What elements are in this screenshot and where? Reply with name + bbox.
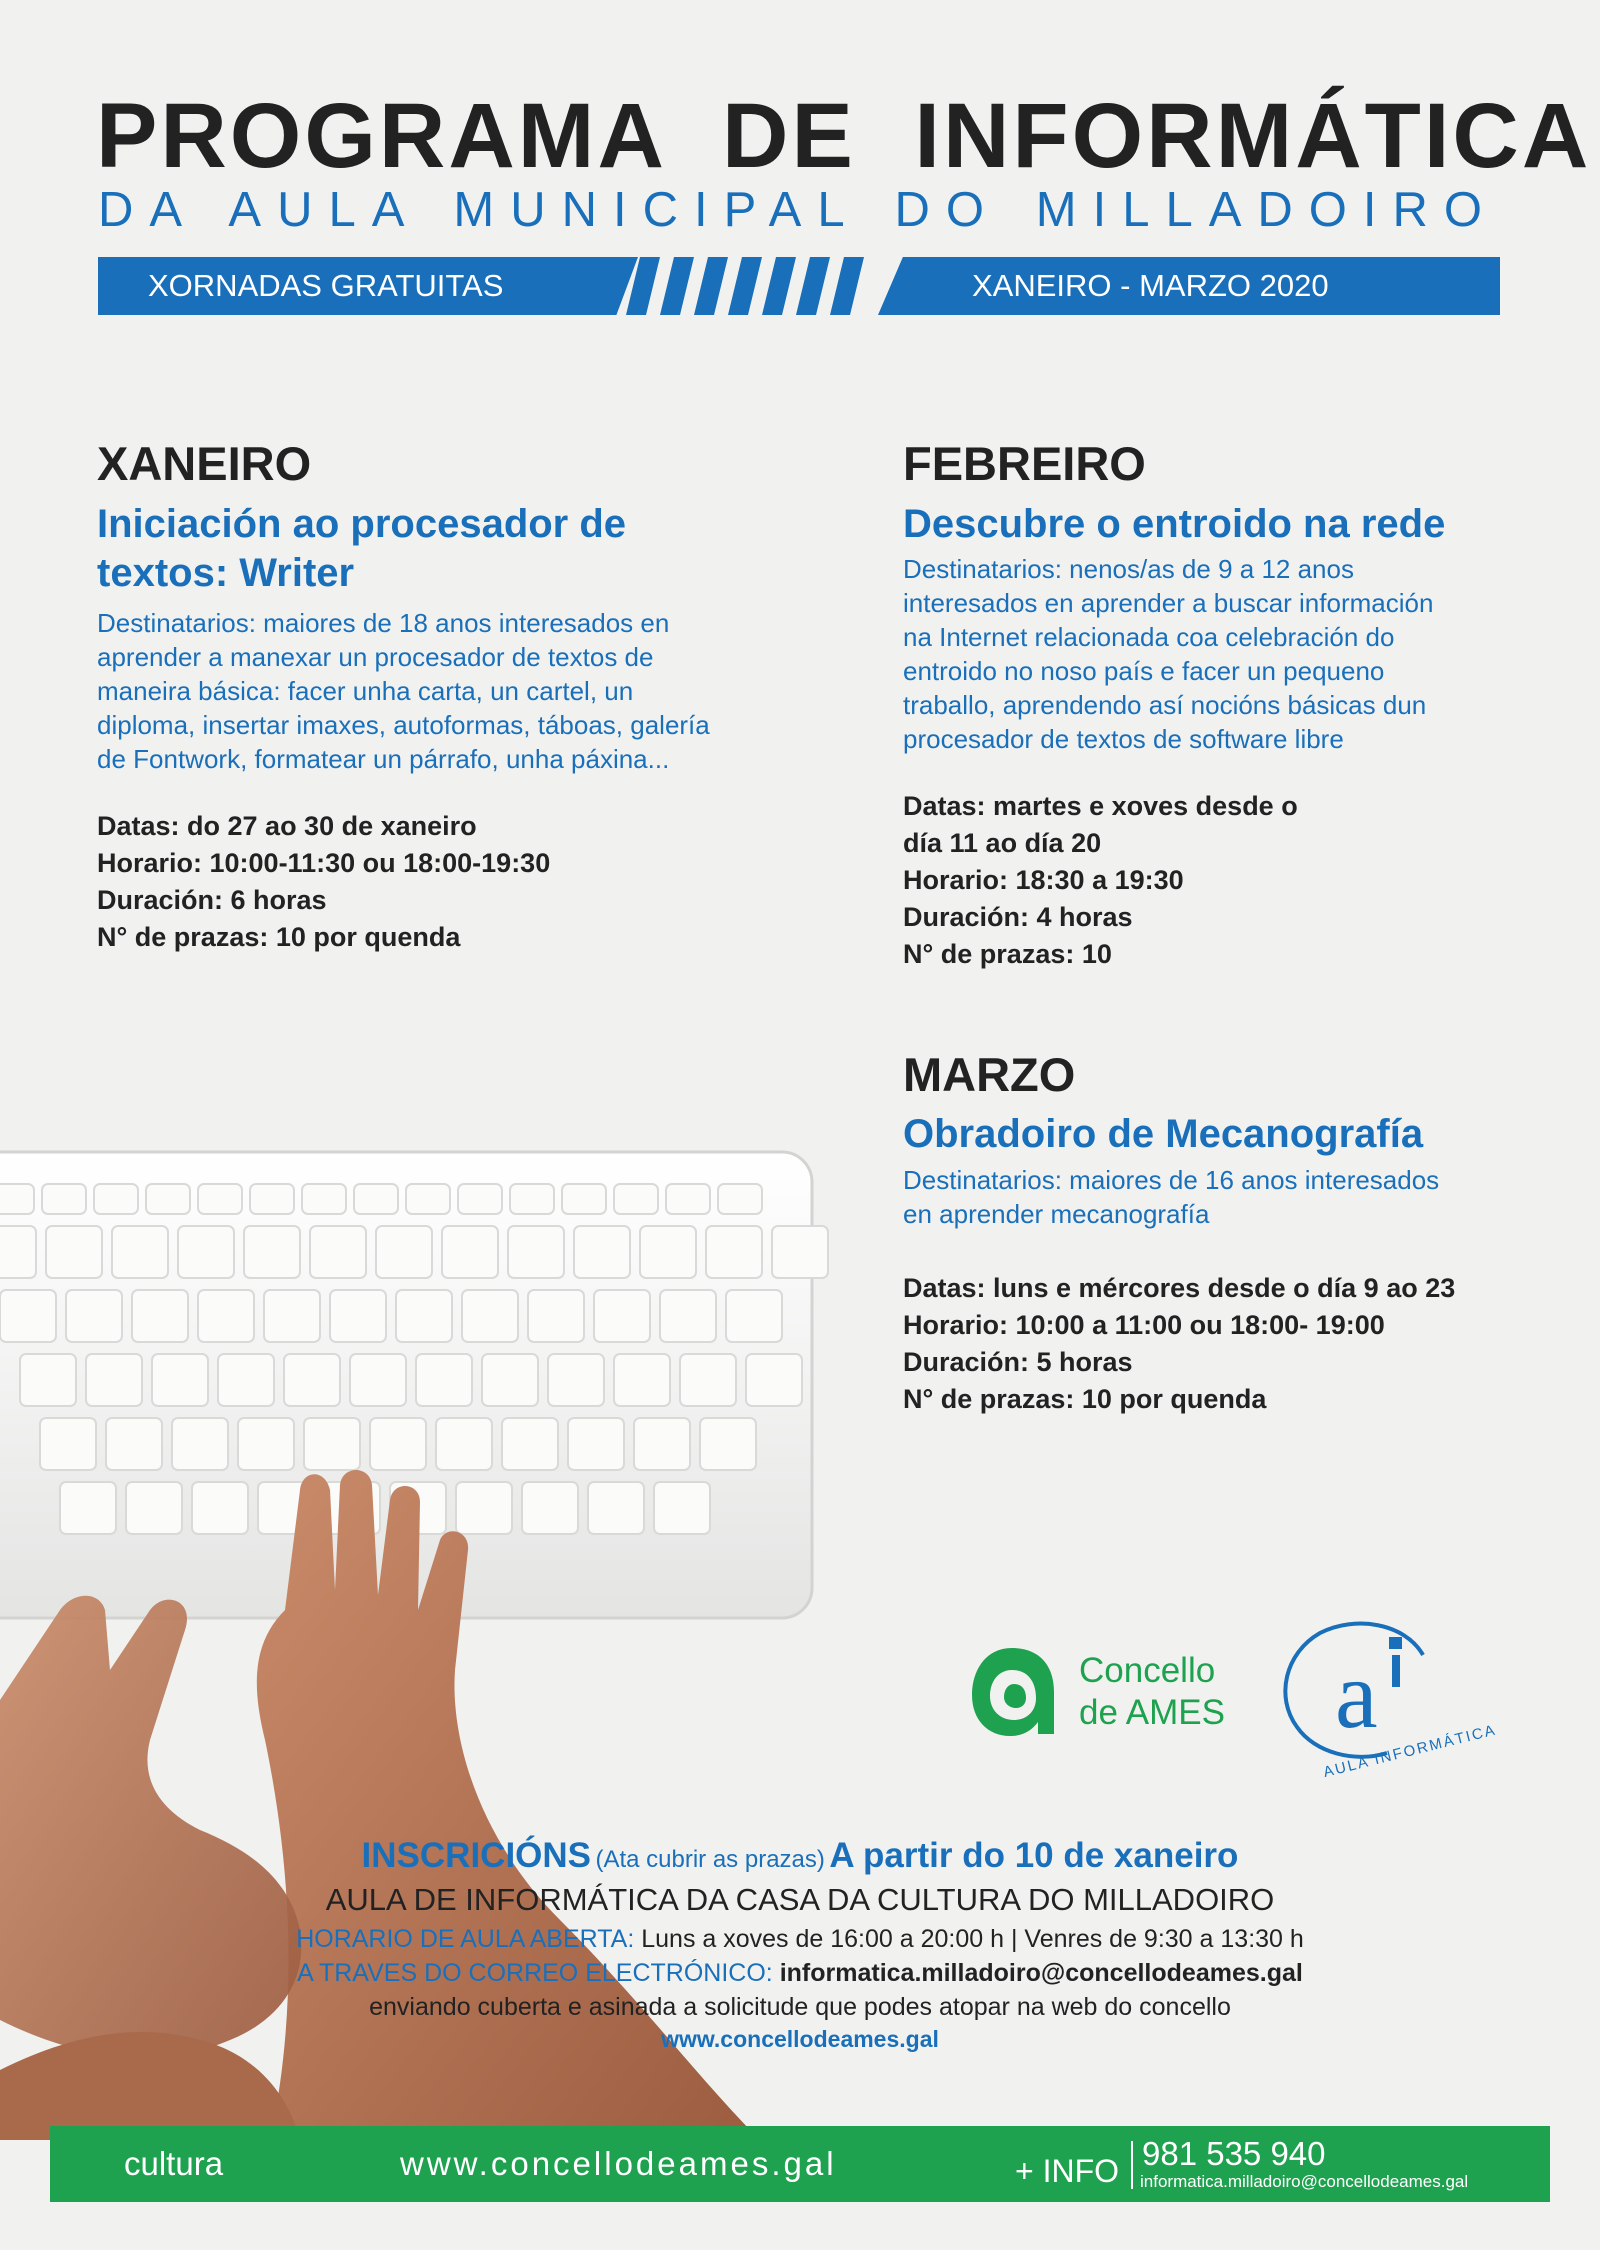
keyboard-key [192,1482,248,1534]
page-subtitle: DA AULA MUNICIPAL DO MILLADOIRO [98,183,1498,237]
inscriptions-place: AULA DE INFORMÁTICA DA CASA DA CULTURA DO MILLADOIRO [325,1882,1275,1917]
detail-line: Duración: 6 horas [97,885,327,915]
keyboard-key [718,1184,762,1214]
description-line: aprender a manexar un procesador de textos de [97,642,654,672]
footer-web-link[interactable]: www.concellodeames.gal [400,2145,837,2182]
course-title-line: Obradoiro de Mecanografía [903,1112,1424,1156]
detail-line: Duración: 4 horas [903,902,1133,932]
ames-logo-line: Concello [1079,1651,1216,1690]
keyboard-key [654,1482,710,1534]
keyboard-key [482,1354,538,1406]
course-title-line: textos: Writer [97,551,355,595]
keyboard-key [706,1226,762,1278]
detail-line: Horario: 10:00 a 11:00 ou 18:00- 19:00 [903,1310,1385,1340]
keyboard-key [640,1226,696,1278]
concello-ames-logo [966,1640,1246,1740]
keyboard-key [304,1418,360,1470]
keyboard-key [574,1226,630,1278]
keyboard-key [726,1290,782,1342]
keyboard-key [218,1354,274,1406]
keyboard-key [20,1354,76,1406]
detail-line: N° de prazas: 10 [903,939,1112,969]
course-description-january [97,606,817,776]
detail-line: Horario: 10:00-11:30 ou 18:00-19:30 [97,848,551,878]
description-line: de Fontwork, formatear un párrafo, unha páxina... [97,744,670,774]
hours-value: Luns a xoves de 16:00 a 20:00 h | Venres de 9:30 a 13:30 h [641,1925,1304,1953]
inscriptions-start: A partir do 10 de xaneiro [829,1836,1239,1875]
footer-section-label: cultura [124,2145,224,2182]
keyboard-key [416,1354,472,1406]
keyboard-key [510,1184,554,1214]
keyboard-key [152,1354,208,1406]
keyboard-key [528,1290,584,1342]
footer-divider [1131,2141,1133,2189]
footer-info-label: + INFO [1015,2153,1120,2189]
ames-a-icon [966,1640,1058,1740]
course-title-january [97,500,797,598]
keyboard-key [46,1226,102,1278]
keyboard-key [666,1184,710,1214]
header-banner [98,257,1500,315]
keyboard-key [458,1184,502,1214]
description-line: Destinatarios: maiores de 16 anos interesados [903,1165,1440,1195]
keyboard-key [508,1226,564,1278]
description-line: na Internet relacionada coa celebración do [903,622,1395,652]
keyboard-key [406,1184,450,1214]
keyboard-key [436,1418,492,1470]
keyboard-key [376,1226,432,1278]
description-line: maneira básica: facer unha carta, un cartel, un [97,676,634,706]
keyboard-key [0,1184,34,1214]
course-details-february [903,788,1543,973]
aula-informatica-logo [1275,1615,1499,1781]
course-title-line: Iniciación ao procesador de [97,502,627,546]
description-line: procesador de textos de software libre [903,724,1344,754]
inscriptions-label: INSCRICIÓNS [361,1836,592,1875]
keyboard-key [126,1482,182,1534]
course-title-line: Descubre o entroido na rede [903,502,1446,546]
description-line: Destinatarios: nenos/as de 9 a 12 anos [903,554,1354,584]
inscriptions-instructions: enviando cuberta e asinada a solicitude que podes atopar na web do concello [369,1993,1231,2021]
keyboard-key [568,1418,624,1470]
keyboard-key [284,1354,340,1406]
description-line: traballo, aprendendo así nocións básicas dun [903,690,1427,720]
keyboard-key [562,1184,606,1214]
keyboard-key [132,1290,188,1342]
footer-phone[interactable]: 981 535 940 [1142,2135,1326,2172]
keyboard-key [250,1184,294,1214]
detail-line: N° de prazas: 10 por quenda [97,922,461,952]
ames-logo-line: de AMES [1079,1693,1225,1732]
keyboard-key [680,1354,736,1406]
email-label: A TRAVES DO CORREO ELECTRÓNICO: [297,1959,773,1987]
course-details-march [903,1270,1563,1418]
keyboard-key [614,1184,658,1214]
aula-logo-text: AULA INFORMÁTICA [1321,1721,1499,1781]
detail-line: Horario: 18:30 a 19:30 [903,865,1184,895]
keyboard-key [462,1290,518,1342]
keyboard-key [330,1290,386,1342]
keyboard-key [614,1354,670,1406]
keyboard-key [178,1226,234,1278]
keyboard-key [746,1354,802,1406]
keyboard-key [350,1354,406,1406]
description-line: en aprender mecanografía [903,1199,1210,1229]
keyboard-key [302,1184,346,1214]
keyboard-key [86,1354,142,1406]
keyboard-key [548,1354,604,1406]
keyboard-key [198,1184,242,1214]
course-title-march [903,1110,1563,1159]
keyboard-key [522,1482,578,1534]
keyboard-key [396,1290,452,1342]
month-heading-march: MARZO [903,1048,1076,1101]
detail-line: día 11 ao día 20 [903,828,1102,858]
keyboard-key [244,1226,300,1278]
banner-label-dates: XANEIRO - MARZO 2020 [972,268,1329,303]
inscriptions-note: (Ata cubrir as prazas) [595,1846,825,1873]
keyboard-key [660,1290,716,1342]
keyboard-key [354,1184,398,1214]
ames-logo-text [1079,1650,1225,1734]
keyboard-key [370,1418,426,1470]
detail-line: Datas: luns e mércores desde o día 9 ao 23 [903,1273,1456,1303]
svg-text:a: a [1335,1641,1378,1748]
course-description-march [903,1163,1563,1231]
keyboard-key [456,1482,512,1534]
course-title-february [903,500,1543,549]
description-line: Destinatarios: maiores de 18 anos interesados en [97,608,670,638]
banner-label-free: XORNADAS GRATUITAS [148,268,504,303]
keyboard-key [40,1418,96,1470]
course-details-january [97,808,817,956]
keyboard-key [198,1290,254,1342]
keyboard-key [502,1418,558,1470]
inscriptions-email [0,1956,1600,1990]
keyboard-key [594,1290,650,1342]
month-heading-february: FEBREIRO [903,437,1146,490]
keyboard-key [112,1226,168,1278]
keyboard-key [66,1290,122,1342]
description-line: entroido no noso país e facer un pequeno [903,656,1385,686]
inscriptions-heading [0,1835,1600,1884]
inscriptions-hours [0,1922,1600,1956]
description-line: interesados en aprender a buscar información [903,588,1434,618]
inscriptions-web-link[interactable]: www.concellodeames.gal [661,2026,939,2052]
footer-email[interactable]: informatica.milladoiro@concellodeames.gal [1140,2172,1469,2191]
keyboard-key [106,1418,162,1470]
keyboard-key [310,1226,366,1278]
footer-bar [50,2126,1550,2202]
page-title: PROGRAMA DE INFORMÁTICA [96,85,1592,187]
email-link[interactable]: informatica.milladoiro@concellodeames.gal [779,1959,1303,1987]
description-line: diploma, insertar imaxes, autoformas, táboas, galería [97,710,710,740]
keyboard-key [42,1184,86,1214]
keyboard-key [0,1290,56,1342]
keyboard-key [588,1482,644,1534]
course-description-february [903,552,1543,756]
keyboard-key [146,1184,190,1214]
keyboard-key [634,1418,690,1470]
detail-line: Datas: martes e xoves desde o [903,791,1298,821]
detail-line: Datas: do 27 ao 30 de xaneiro [97,811,477,841]
keyboard-key [442,1226,498,1278]
banner-stripes [618,257,888,315]
keyboard-key [60,1482,116,1534]
keyboard-key [172,1418,228,1470]
keyboard-key [700,1418,756,1470]
detail-line: N° de prazas: 10 por quenda [903,1384,1267,1414]
keyboard-key [772,1226,828,1278]
keyboard-key [264,1290,320,1342]
detail-line: Duración: 5 horas [903,1347,1133,1377]
hours-label: HORARIO DE AULA ABERTA: [296,1925,635,1953]
month-heading-january: XANEIRO [97,437,312,490]
keyboard-key [238,1418,294,1470]
keyboard-key [94,1184,138,1214]
keyboard-key [0,1226,36,1278]
